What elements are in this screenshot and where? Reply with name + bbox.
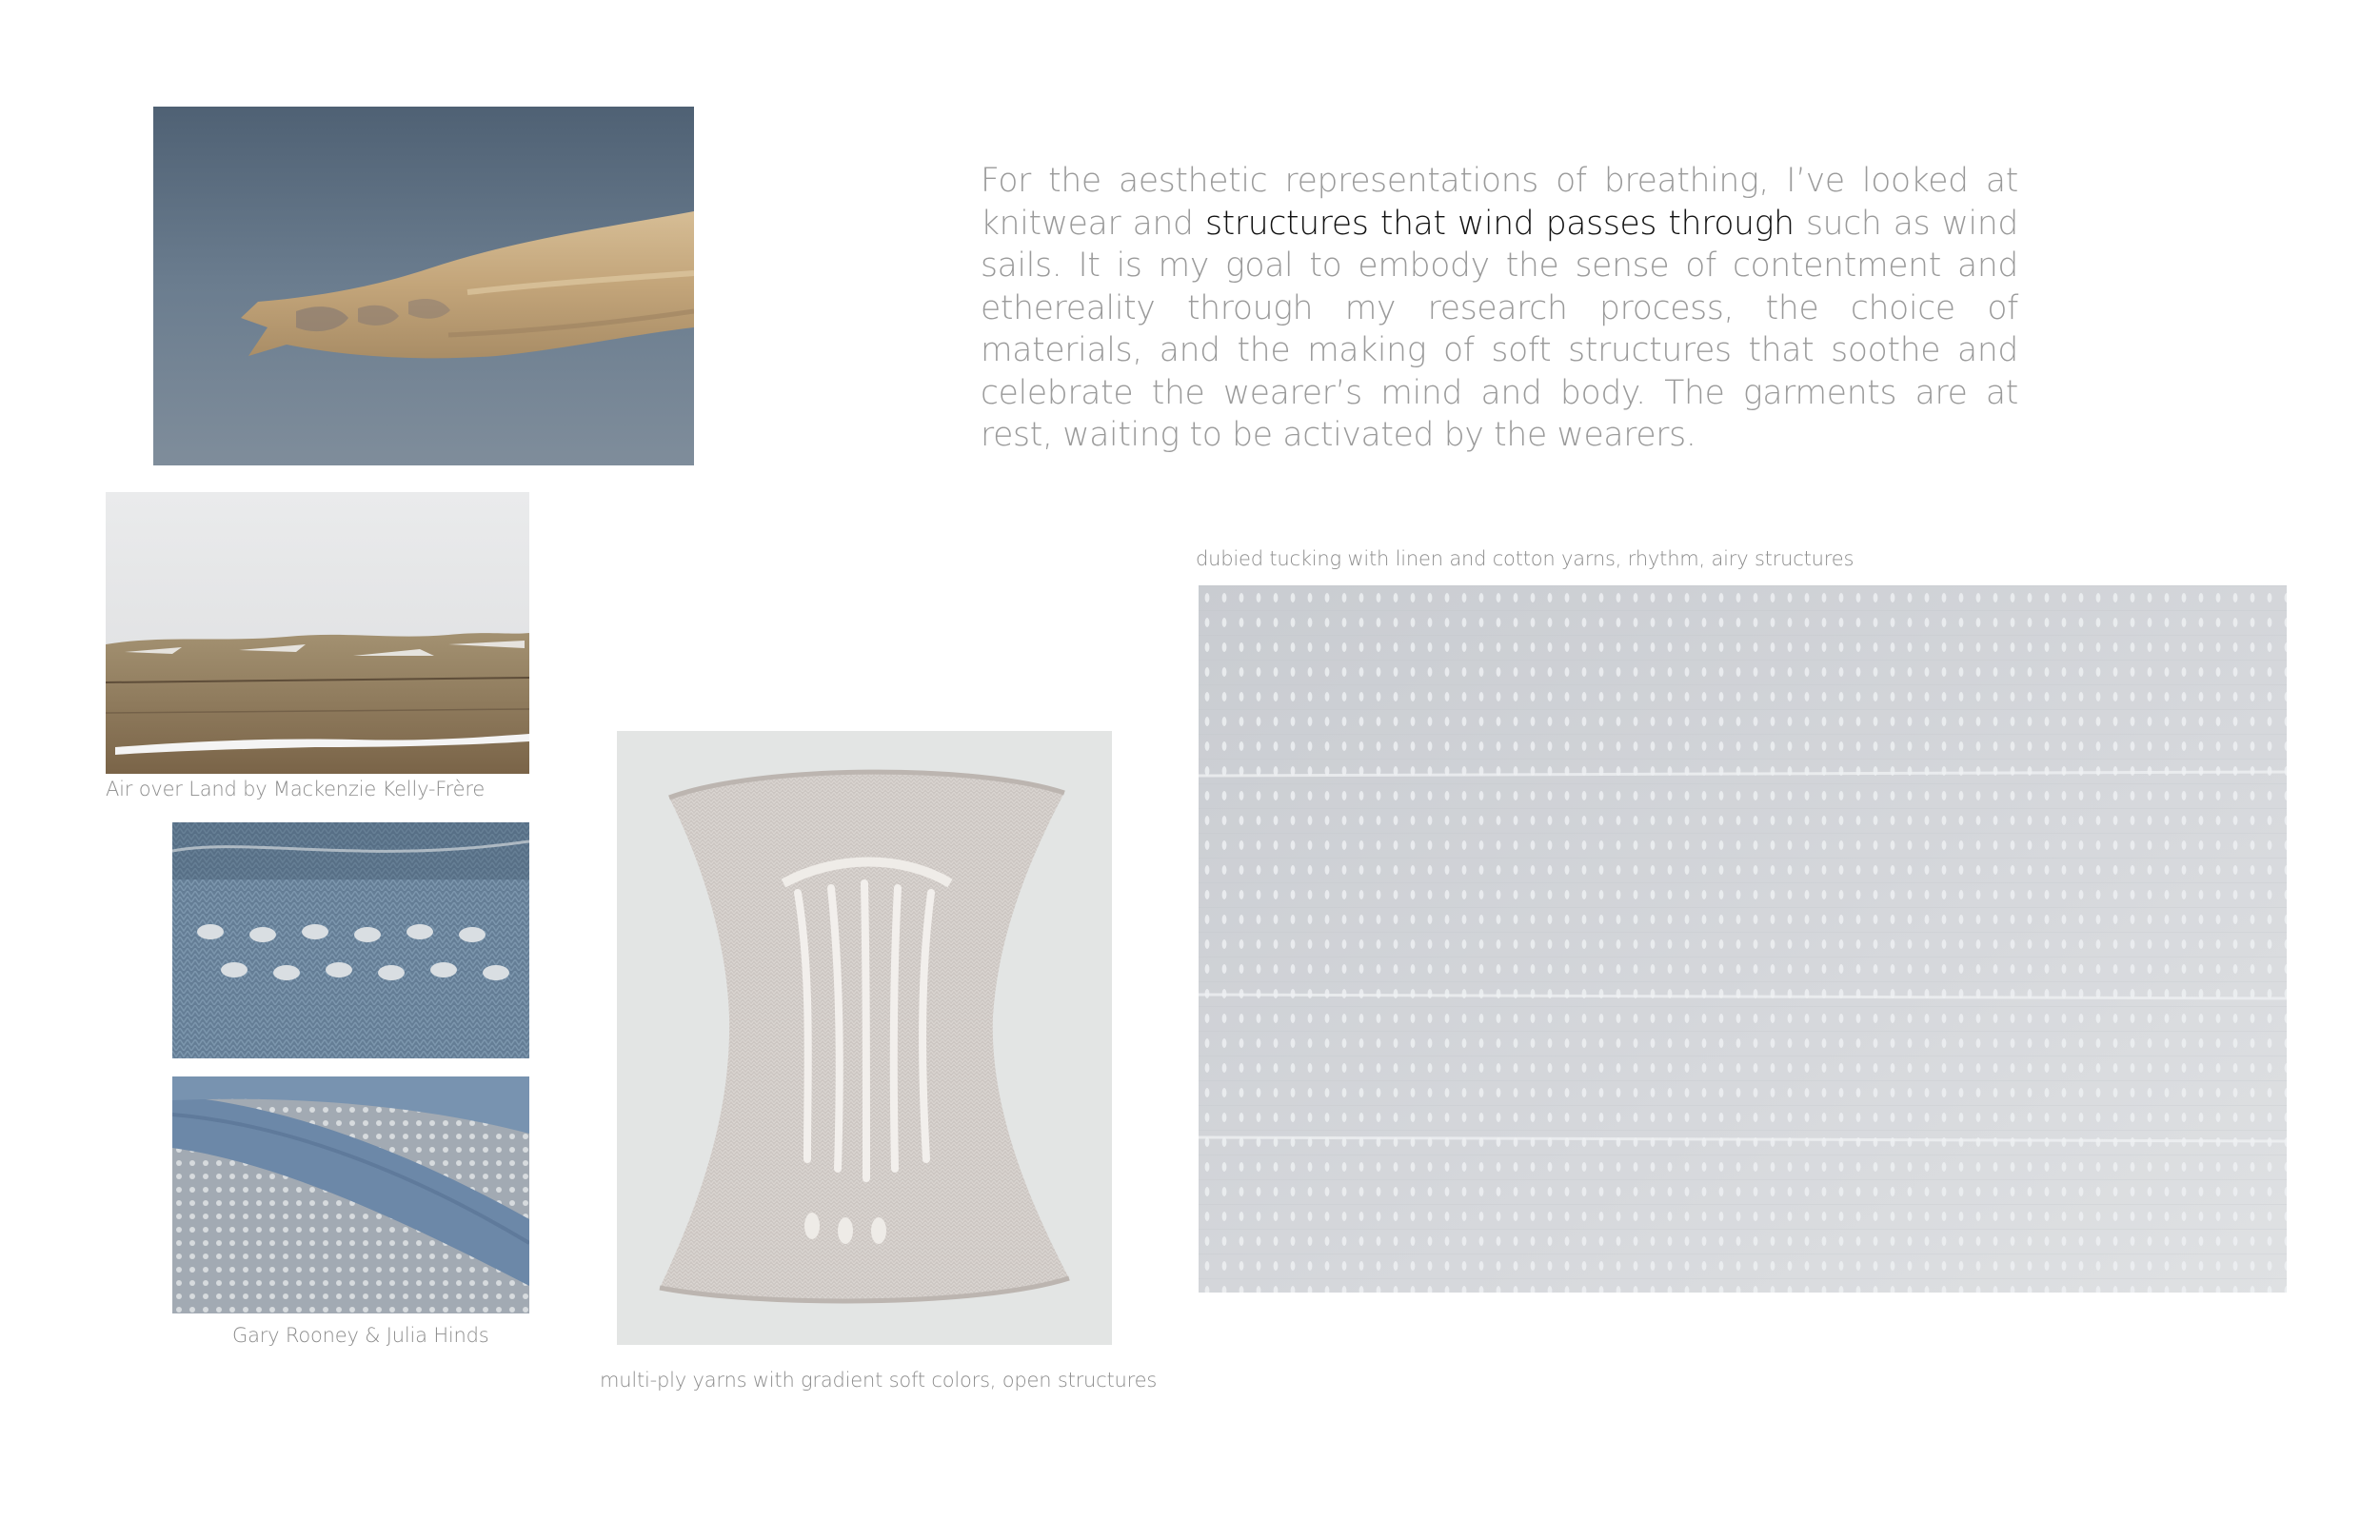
blue-knit-photo-2 [172,1076,529,1313]
multiply-caption: multi-ply yarns with gradient soft colors, open structures [600,1369,1158,1392]
landscape-photo [106,492,529,774]
intro-highlight: structures that wind passes through [1204,204,1795,243]
blue-knit-photo-1 [172,822,529,1058]
knit-sample-photo [617,731,1112,1345]
dubied-caption: dubied tucking with linen and cotton yarns, rhythm, airy structures [1196,547,1854,570]
dubied-knit-photo [1199,585,2287,1293]
windsock-photo [153,107,694,465]
landscape-caption: Air over Land by Mackenzie Kelly-Frère [106,778,486,800]
blue-knits-caption: Gary Rooney & Julia Hinds [232,1324,489,1347]
intro-paragraph [981,160,2018,457]
intro-text-before: For the aesthetic representations of breathing, I’ve looked at knitwear and [981,162,2018,243]
intro-text-after: such as wind sails. It is my goal to embody the sense of contentment and ethereality through my research process, the choice of materials, and the making of soft structures that soothe and celebrate the wearer’s mind and body. The garments are at rest, waiting to be activated by the wearers. [981,204,2019,454]
